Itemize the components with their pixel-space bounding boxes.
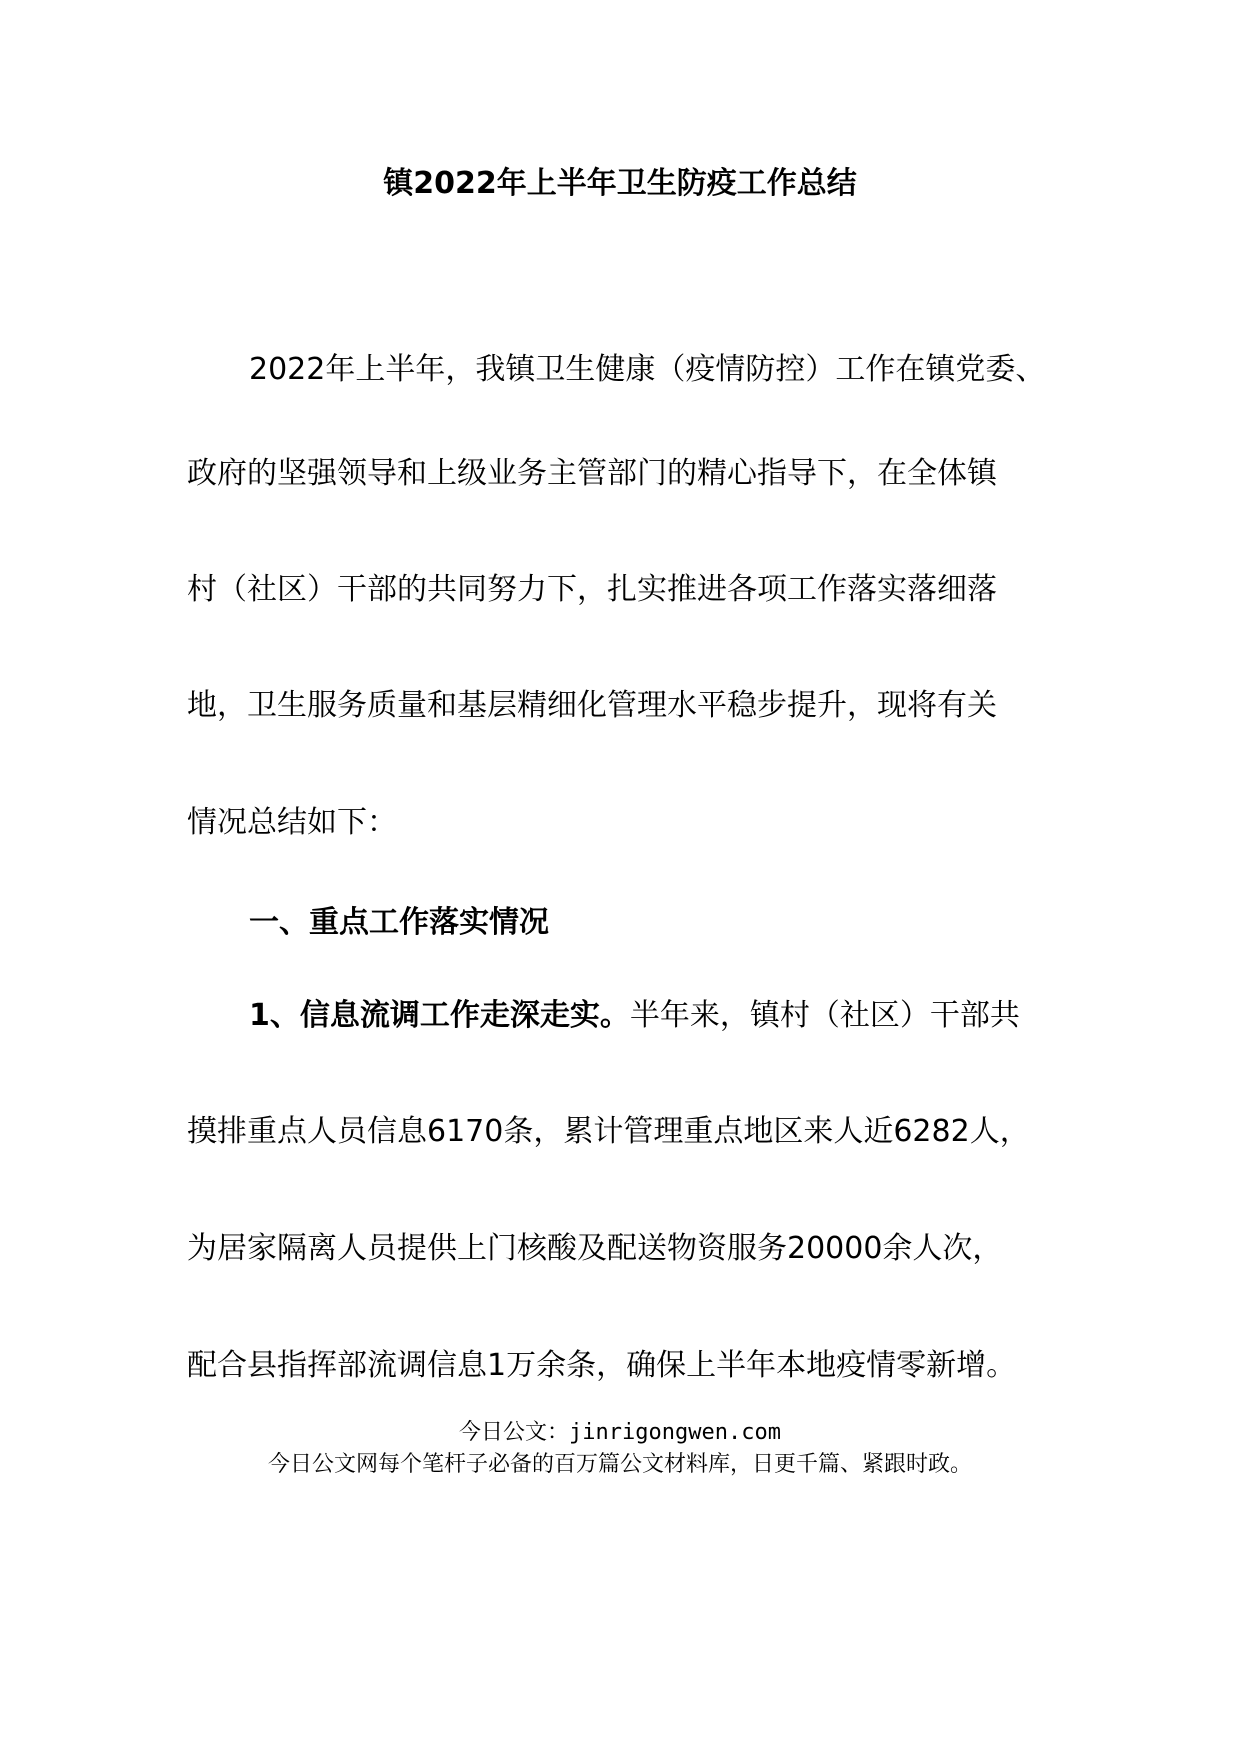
section-heading: 一、重点工作落实情况 [249,905,549,940]
paragraph-line: 摸排重点人员信息6170条，累计管理重点地区来人近6282人， [187,1114,1030,1149]
footer-site-url[interactable]: jinrigongwen.com [569,1420,781,1445]
footer-site-label: 今日公文： [459,1420,570,1445]
footer-site [0,1418,1240,1448]
item-text: 半年来，镇村（社区）干部共 [629,998,1020,1033]
paragraph-line: 地，卫生服务质量和基层精细化管理水平稳步提升，现将有关 [187,688,997,723]
paragraph-line: 村（社区）干部的共同努力下，扎实推进各项工作落实落细落 [187,572,997,607]
document-title: 镇2022年上半年卫生防疫工作总结 [383,166,857,201]
item-lead: 1、信息流调工作走深走实。 [249,998,630,1033]
paragraph-line: 配合县指挥部流调信息1万余条，确保上半年本地疫情零新增。 [187,1348,1017,1383]
paragraph-line: 2022年上半年，我镇卫生健康（疫情防控）工作在镇党委、 [249,352,1046,387]
footer-tagline: 今日公文网每个笔杆子必备的百万篇公文材料库，日更千篇、紧跟时政。 [267,1452,972,1477]
paragraph-line: 政府的坚强领导和上级业务主管部门的精心指导下，在全体镇 [187,456,997,491]
paragraph-line: 情况总结如下： [187,805,397,840]
paragraph-line: 为居家隔离人员提供上门核酸及配送物资服务20000余人次， [187,1231,1003,1266]
item-first-line [249,992,1067,1040]
